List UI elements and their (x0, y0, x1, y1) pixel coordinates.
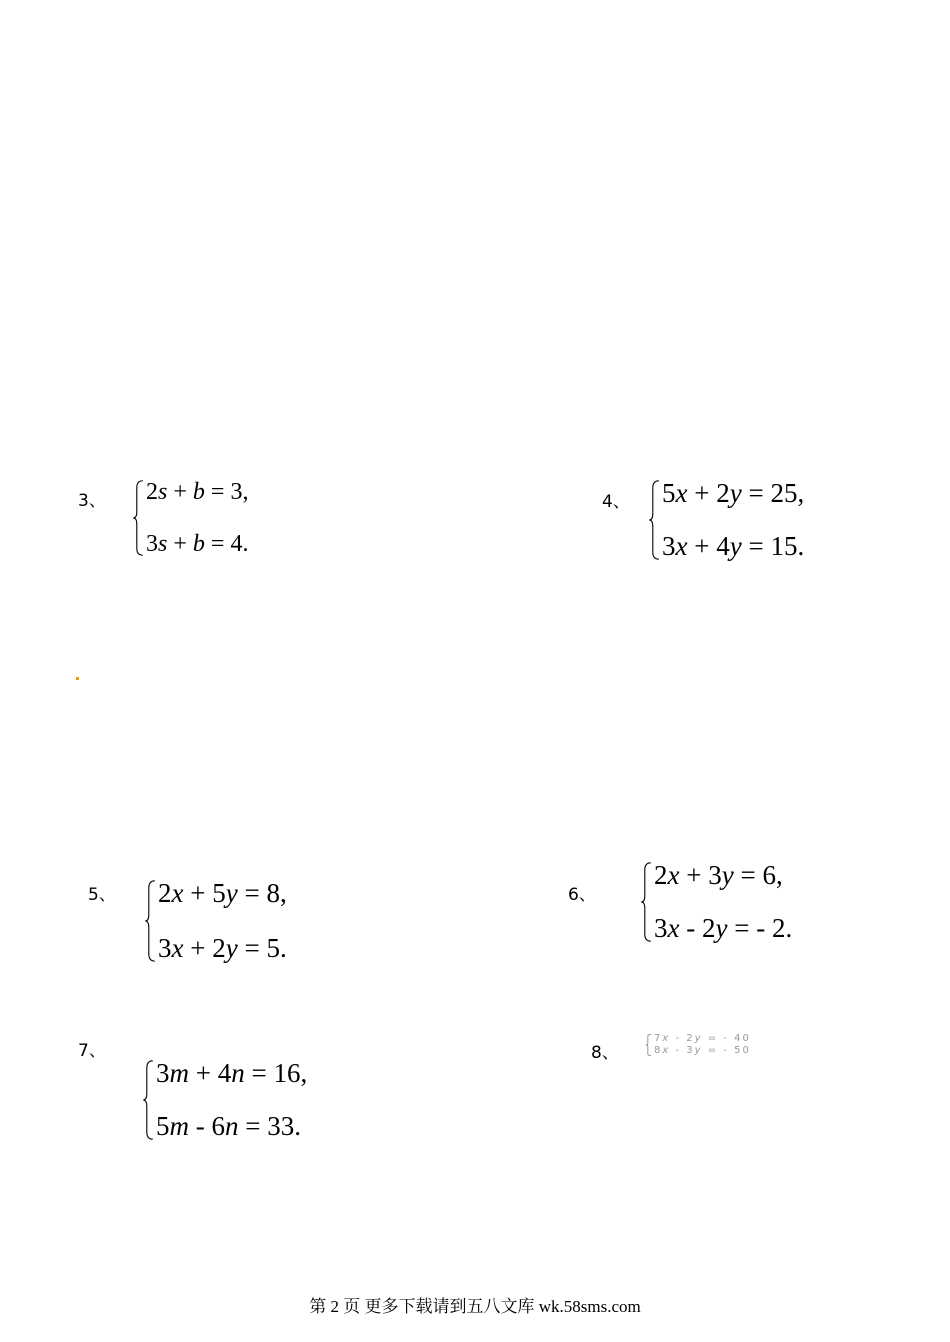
problem-3-equation-2: 3s + b = 4. (146, 531, 249, 557)
problem-8-number: 8、 (591, 1043, 619, 1063)
problem-8-system (645, 1034, 751, 1056)
problem-5-number: 5、 (88, 885, 116, 905)
page-footer: 第 2 页 更多下载请到五八文库 wk.58sms.com (309, 1297, 641, 1316)
brace-icon (640, 862, 652, 942)
problem-4-equation-1: 5x + 2y = 25, (662, 478, 805, 508)
problem-4-equation-2: 3x + 4y = 15. (662, 531, 805, 561)
problem-7-equation-1: 3m + 4n = 16, (156, 1058, 308, 1088)
problem-6-system (640, 862, 792, 942)
brace-icon (144, 880, 156, 962)
problem-7-number: 7、 (78, 1041, 106, 1061)
problem-6-equation-1: 2x + 3y = 6, (654, 860, 783, 890)
problem-4-system (648, 480, 804, 560)
stray-dot (76, 677, 79, 680)
problem-8-equation-2: 8x - 3y = - 50 (654, 1045, 751, 1056)
problem-5-equation-2: 3x + 2y = 5. (158, 933, 287, 963)
problem-6-equation-2: 3x - 2y = - 2. (654, 913, 793, 943)
problem-5-equation-1: 2x + 5y = 8, (158, 878, 287, 908)
problem-6-number: 6、 (568, 885, 596, 905)
problem-4-number: 4、 (602, 492, 630, 512)
brace-icon (648, 480, 660, 560)
problem-5-system (144, 880, 287, 962)
problem-3-number: 3、 (78, 491, 106, 511)
brace-icon (142, 1060, 154, 1140)
problem-7-system (142, 1060, 307, 1140)
problem-8-equation-1: 7x - 2y = - 40 (654, 1033, 751, 1044)
brace-icon (132, 480, 144, 556)
problem-7-equation-2: 5m - 6n = 33. (156, 1111, 301, 1141)
brace-icon (645, 1034, 652, 1056)
problem-3-system (132, 480, 248, 556)
problem-3-equation-1: 2s + b = 3, (146, 479, 249, 505)
